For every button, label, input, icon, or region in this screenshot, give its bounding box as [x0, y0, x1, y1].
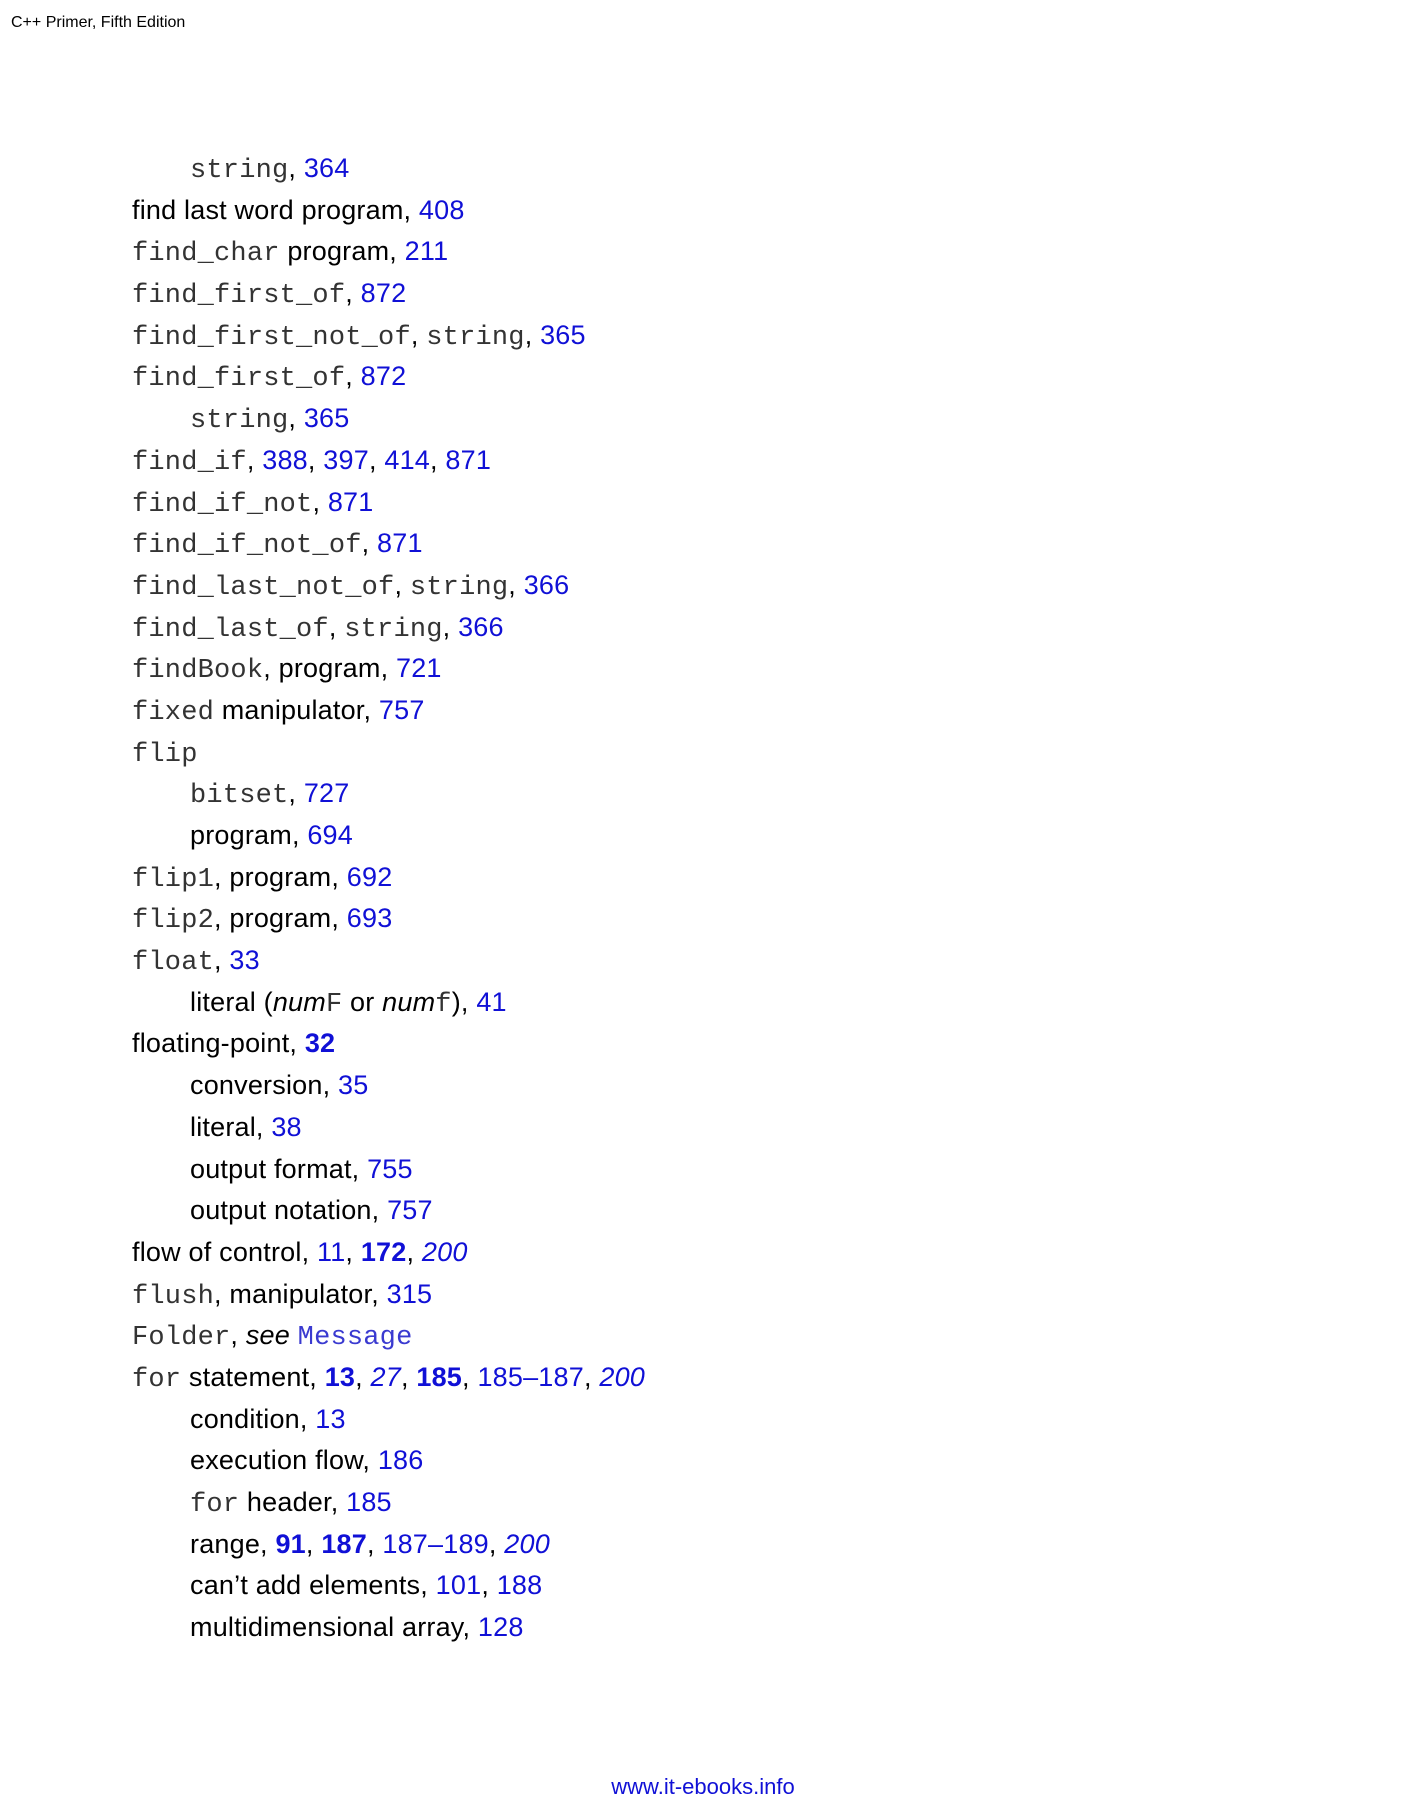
entry-text: ,	[328, 611, 345, 642]
entry-text: , program,	[263, 653, 396, 684]
page-reference-link[interactable]: 692	[346, 861, 393, 892]
entry-text: output notation,	[190, 1195, 388, 1226]
entry-text: ,	[345, 1236, 361, 1267]
page-reference-link[interactable]: 364	[303, 153, 350, 183]
index-entry	[132, 940, 645, 982]
entry-text: floating-point,	[132, 1028, 305, 1059]
index-entry	[132, 523, 645, 565]
page-reference-link[interactable]: 200	[599, 1361, 646, 1392]
entry-text: ,	[481, 1570, 497, 1601]
index-subentry	[132, 1524, 645, 1566]
entry-text: ,	[442, 611, 459, 642]
entry-text: ,	[366, 1528, 383, 1559]
entry-text: header,	[239, 1487, 347, 1517]
entry-text: multidimensional array,	[190, 1612, 478, 1643]
page-reference-link[interactable]: 211	[404, 236, 449, 267]
page-reference-link[interactable]: 185–187	[477, 1361, 584, 1392]
entry-text: ,	[368, 444, 385, 475]
index-subentry	[132, 1107, 645, 1149]
code-term: find_first_not_of	[132, 322, 411, 353]
page-reference-link[interactable]: 366	[523, 569, 570, 600]
page-reference-link[interactable]: 315	[386, 1278, 433, 1309]
entry-text: manipulator,	[214, 694, 379, 725]
code-term: bitset	[190, 781, 289, 812]
code-term: for	[132, 1364, 182, 1395]
page-reference-link[interactable]: 366	[458, 611, 504, 642]
code-term: string	[344, 614, 443, 645]
page-reference-link[interactable]: 185	[416, 1361, 463, 1392]
entry-text: conversion,	[190, 1070, 338, 1101]
entry-text: ,	[288, 403, 304, 434]
entry-text: ,	[288, 778, 304, 809]
page-reference-link[interactable]: 755	[367, 1153, 413, 1184]
entry-text: range,	[190, 1528, 276, 1559]
page-reference-link[interactable]: 414	[384, 444, 431, 475]
code-term: find_if_not_of	[132, 531, 362, 562]
entry-text: ,	[508, 569, 524, 600]
entry-text: find last word program,	[132, 194, 419, 225]
code-term: string	[190, 156, 289, 186]
code-term: f	[435, 989, 452, 1020]
code-term: flush	[132, 1281, 215, 1312]
entry-text: , program,	[214, 861, 347, 892]
entry-text	[290, 1320, 298, 1350]
index-entry	[132, 565, 645, 607]
page-reference-link[interactable]: 185	[346, 1487, 392, 1517]
entry-text: ,	[462, 1361, 478, 1392]
index-subentry	[132, 1065, 645, 1107]
entry-text: execution flow,	[190, 1445, 378, 1476]
entry-text: ,	[230, 1320, 246, 1351]
index-entry	[132, 1274, 645, 1316]
index-entry	[132, 1232, 645, 1274]
page-reference-link[interactable]: 27	[370, 1361, 401, 1392]
code-term: find_first_of	[132, 364, 346, 395]
entry-text: can’t add elements,	[190, 1570, 436, 1601]
index-subentry	[132, 1482, 645, 1524]
page-reference-link[interactable]: 35	[337, 1070, 369, 1101]
code-term: string	[190, 406, 289, 437]
code-term: flip1	[132, 864, 215, 895]
index-entry	[132, 1315, 645, 1357]
entry-text: num	[382, 986, 436, 1017]
page-reference-link[interactable]: 757	[378, 694, 425, 725]
footer	[0, 1774, 1406, 1800]
entry-text: output format,	[190, 1153, 368, 1184]
code-term: findBook	[132, 656, 264, 687]
index-entry	[132, 190, 645, 232]
entry-text: statement,	[181, 1361, 325, 1392]
page-reference-link[interactable]: 13	[315, 1403, 346, 1434]
code-term: string	[409, 572, 509, 603]
code-term: find_if	[132, 447, 247, 478]
page-reference-link[interactable]: 757	[387, 1195, 433, 1226]
index-entry	[132, 690, 645, 732]
page-reference-link[interactable]: 721	[395, 653, 442, 684]
entry-text: ,	[345, 361, 361, 392]
entry-text: flow of control,	[132, 1236, 317, 1267]
index-subentry	[132, 398, 645, 440]
entry-text: ,	[345, 278, 361, 309]
page-reference-link[interactable]: 188	[496, 1570, 543, 1601]
entry-text: ,	[312, 486, 328, 517]
code-term: float	[132, 948, 215, 979]
entry-text: ,	[288, 153, 304, 183]
page-reference-link[interactable]: 388	[262, 444, 308, 475]
index-subentry	[132, 982, 645, 1024]
code-term: F	[325, 989, 343, 1020]
entry-text: ,	[246, 444, 263, 475]
page-reference-link[interactable]: 186	[377, 1445, 424, 1476]
entry-text: ,	[394, 569, 410, 600]
index-entry	[132, 231, 645, 273]
page-reference-link[interactable]: 694	[307, 820, 353, 850]
page-reference-link[interactable]: 33	[229, 945, 260, 976]
code-term: find_first_of	[132, 281, 346, 312]
entry-text: ,	[410, 319, 427, 350]
entry-text: program,	[190, 820, 308, 850]
entry-text: ,	[214, 945, 230, 976]
page-reference-link[interactable]: 41	[476, 986, 507, 1017]
code-term: find_char	[132, 239, 280, 270]
page-reference-link[interactable]: 872	[360, 361, 407, 392]
page-reference-link[interactable]: 101	[435, 1570, 482, 1601]
index-subentry	[132, 773, 645, 815]
index-entry	[132, 273, 645, 315]
code-term: flip	[132, 739, 198, 770]
index-entry	[132, 648, 645, 690]
index-subentry	[132, 1149, 645, 1191]
entry-text: ,	[305, 1528, 322, 1559]
entry-text: ,	[307, 444, 324, 475]
entry-text: ,	[355, 1361, 371, 1392]
entry-text: , manipulator,	[214, 1278, 387, 1309]
page-reference-link[interactable]: 11	[316, 1236, 346, 1267]
index-entry	[132, 440, 645, 482]
page-reference-link[interactable]: 32	[304, 1028, 336, 1059]
index-subentry	[132, 815, 645, 857]
page-reference-link[interactable]: 872	[360, 278, 407, 309]
index-entry	[132, 732, 645, 774]
code-term: find_last_not_of	[132, 572, 395, 603]
index-column	[132, 148, 645, 1649]
entry-text: or	[342, 986, 383, 1017]
index-entry	[132, 857, 645, 899]
index-entry	[132, 607, 645, 649]
running-header: C++ Primer, Fifth Edition	[11, 14, 186, 31]
entry-text: , program,	[214, 903, 347, 934]
code-term: for	[190, 1490, 240, 1520]
page-reference-link[interactable]: 200	[421, 1236, 468, 1267]
index-entry	[132, 1357, 645, 1399]
index-subentry	[132, 1399, 645, 1441]
entry-text: literal,	[190, 1111, 272, 1142]
page-reference-link[interactable]: 172	[360, 1236, 407, 1267]
page-reference-link[interactable]: 91	[275, 1528, 306, 1559]
page-reference-link[interactable]: 408	[418, 194, 465, 225]
page-reference-link[interactable]: 871	[445, 444, 492, 475]
entry-text: ,	[524, 319, 541, 350]
page-reference-link[interactable]: 187–189	[382, 1528, 489, 1559]
code-term: Folder	[132, 1323, 231, 1354]
code-term: string	[426, 322, 525, 353]
index-entry	[132, 482, 645, 524]
entry-text: literal (	[190, 986, 273, 1017]
entry-text: ,	[400, 1361, 417, 1392]
entry-text: ,	[430, 444, 446, 475]
index-subentry	[132, 1440, 645, 1482]
page-reference-link[interactable]: 200	[504, 1528, 550, 1559]
page-reference-link[interactable]: 128	[477, 1612, 524, 1643]
code-term: flip2	[132, 906, 215, 937]
page-reference-link[interactable]: 397	[323, 444, 369, 475]
index-entry	[132, 315, 645, 357]
page-reference-link[interactable]: 187	[321, 1528, 367, 1559]
entry-text: ,	[488, 1528, 505, 1559]
entry-text: num	[272, 986, 326, 1017]
entry-text: ,	[361, 528, 378, 559]
index-entry	[132, 1023, 645, 1065]
index-subentry	[132, 1190, 645, 1232]
code-term: find_if_not	[132, 489, 313, 520]
page-reference-link[interactable]: 727	[303, 778, 350, 809]
page-reference-link[interactable]: 871	[327, 486, 374, 517]
index-subentry	[132, 148, 645, 190]
entry-text: ,	[583, 1361, 600, 1392]
page-reference-link[interactable]: 365	[540, 319, 586, 350]
index-subentry	[132, 1565, 645, 1607]
index-subentry	[132, 1607, 645, 1649]
code-term: fixed	[132, 697, 215, 728]
entry-text: ,	[406, 1236, 422, 1267]
page-reference-link[interactable]: 13	[324, 1361, 356, 1392]
entry-text: see	[245, 1320, 290, 1351]
entry-text: program,	[279, 236, 405, 267]
page-reference-link[interactable]: 871	[377, 528, 423, 559]
page-reference-link[interactable]: Message	[297, 1323, 413, 1354]
page-reference-link[interactable]: 693	[346, 903, 393, 934]
page-reference-link[interactable]: 365	[303, 403, 350, 434]
index-entry	[132, 898, 645, 940]
page-reference-link[interactable]: 38	[271, 1111, 302, 1142]
footer-link[interactable]: www.it-ebooks.info	[611, 1774, 795, 1799]
code-term: find_last_of	[132, 614, 329, 645]
entry-text: condition,	[190, 1403, 316, 1434]
index-entry	[132, 356, 645, 398]
entry-text: ),	[451, 986, 477, 1017]
